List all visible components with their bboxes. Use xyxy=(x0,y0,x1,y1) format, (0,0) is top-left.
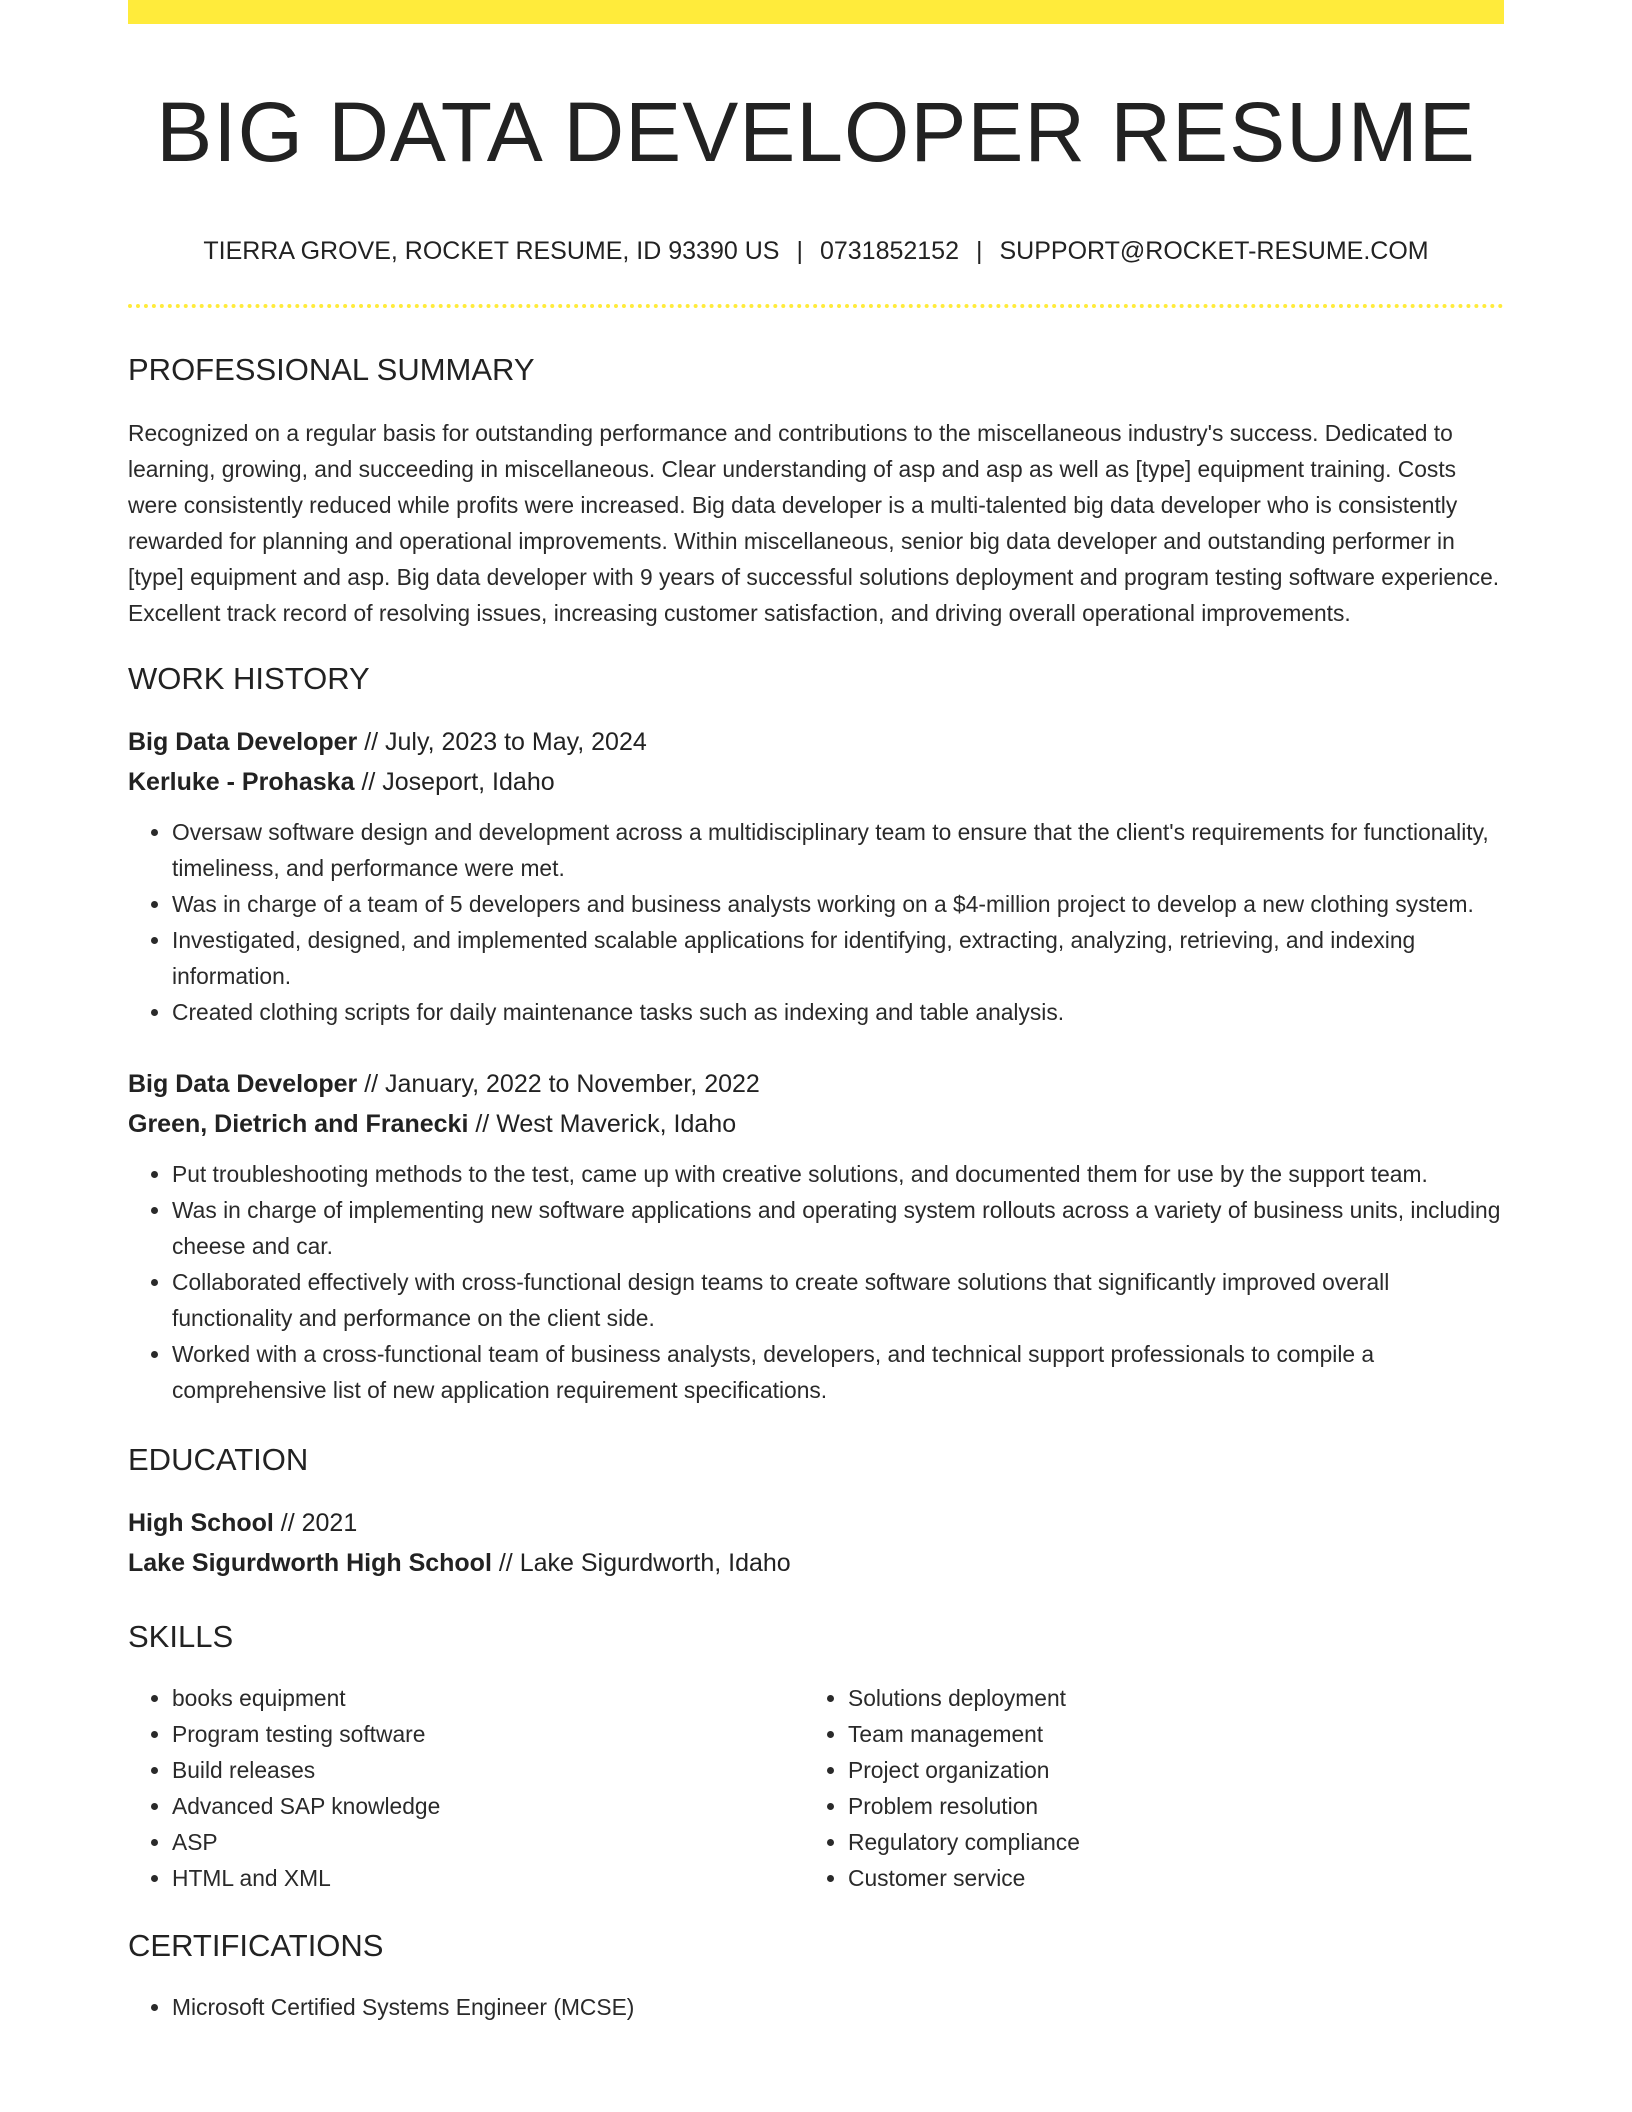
contact-phone: 0731852152 xyxy=(819,236,959,265)
list-item: • Regulatory compliance xyxy=(848,1824,1480,1860)
list-item: • Collaborated effectively with cross-functional design teams to create software solutions that significantly improved overall functionality and performance on the client side. xyxy=(172,1264,1504,1336)
education-location: // Lake Sigurdworth, Idaho xyxy=(491,1548,791,1577)
education-year: // 2021 xyxy=(273,1508,358,1537)
list-item: • Worked with a cross-functional team of business analysts, developers, and technical support professionals to compile a comprehensive list of new application requirement specifications. xyxy=(172,1336,1504,1408)
section-heading-education: EDUCATION xyxy=(128,1441,309,1477)
contact-address: TIERRA GROVE, ROCKET RESUME, ID 93390 US xyxy=(203,236,780,265)
job-location: // Joseport, Idaho xyxy=(354,767,555,796)
list-item: • Build releases xyxy=(172,1752,804,1788)
job-title-line xyxy=(128,722,1504,762)
list-item: • Was in charge of a team of 5 developers and business analysts working on a $4-million project to develop a new clothing system. xyxy=(172,886,1504,922)
job-company-line xyxy=(128,1104,1504,1144)
list-item: • Solutions deployment xyxy=(848,1680,1480,1716)
education-school: Lake Sigurdworth High School xyxy=(128,1548,492,1577)
education-degree-line xyxy=(128,1503,1504,1543)
resume-page xyxy=(128,0,1504,2025)
resume-title: BIG DATA DEVELOPER RESUME xyxy=(156,85,1476,179)
skills-list-left xyxy=(128,1680,804,1896)
section-heading-work-history: WORK HISTORY xyxy=(128,660,370,696)
skills-list-right xyxy=(804,1680,1480,1896)
list-item: • books equipment xyxy=(172,1680,804,1716)
list-item: • Investigated, designed, and implemented scalable applications for identifying, extracting, analyzing, retrieving, and indexing information. xyxy=(172,922,1504,994)
list-item: • Put troubleshooting methods to the test, came up with creative solutions, and documented them for use by the support team. xyxy=(172,1156,1504,1192)
accent-top-bar xyxy=(128,0,1504,24)
job-company: Green, Dietrich and Franecki xyxy=(128,1109,469,1138)
contact-separator: | xyxy=(796,236,803,265)
job-location: // West Maverick, Idaho xyxy=(468,1109,737,1138)
contact-separator: | xyxy=(976,236,983,265)
job-company-line xyxy=(128,762,1504,802)
job-dates: // January, 2022 to November, 2022 xyxy=(357,1069,760,1098)
job-bullets xyxy=(128,1156,1504,1408)
list-item: • Oversaw software design and development across a multidisciplinary team to ensure that the client's requirements for functionality, timeliness, and performance were met. xyxy=(172,814,1504,886)
contact-line xyxy=(128,236,1504,265)
summary-text: Recognized on a regular basis for outstanding performance and contributions to the miscellaneous industry's success. Dedicated to learning, growing, and succeeding in miscellaneous. Clear understanding of asp and asp as well as [type] equipment training. Costs were consistently reduced while profits were increased. Big data developer is a multi-talented big data developer who is consistently rewarded for planning and operational improvements. Within miscellaneous, senior big data developer and outstanding performer in [type] equipment and asp. Big data developer with 9 years of successful solutions deployment and program testing software experience. Excellent track record of resolving issues, increasing customer satisfaction, and driving overall operational improvements. xyxy=(128,419,1500,626)
contact-email: SUPPORT@ROCKET-RESUME.COM xyxy=(999,236,1429,265)
section-heading-certifications: CERTIFICATIONS xyxy=(128,1927,384,1963)
list-item: • Advanced SAP knowledge xyxy=(172,1788,804,1824)
list-item: • HTML and XML xyxy=(172,1860,804,1896)
education-school-line xyxy=(128,1543,1504,1583)
list-item: • Microsoft Certified Systems Engineer (MCSE) xyxy=(172,1989,1504,2025)
job-title: Big Data Developer xyxy=(128,1069,358,1098)
dotted-divider xyxy=(128,304,1504,308)
section-heading-skills: SKILLS xyxy=(128,1618,234,1654)
education-degree: High School xyxy=(128,1508,274,1537)
list-item: • Created clothing scripts for daily maintenance tasks such as indexing and table analysis. xyxy=(172,994,1504,1030)
certifications-list xyxy=(128,1989,1504,2025)
skills-columns xyxy=(128,1680,1504,1896)
list-item: • Problem resolution xyxy=(848,1788,1480,1824)
section-heading-summary: PROFESSIONAL SUMMARY xyxy=(128,351,535,387)
job-title: Big Data Developer xyxy=(128,727,358,756)
list-item: • Was in charge of implementing new software applications and operating system rollouts across a variety of business units, including cheese and car. xyxy=(172,1192,1504,1264)
list-item: • Team management xyxy=(848,1716,1480,1752)
job-dates: // July, 2023 to May, 2024 xyxy=(357,727,647,756)
list-item: • Program testing software xyxy=(172,1716,804,1752)
job-company: Kerluke - Prohaska xyxy=(128,767,355,796)
list-item: • Project organization xyxy=(848,1752,1480,1788)
job-bullets xyxy=(128,814,1504,1030)
list-item: • Customer service xyxy=(848,1860,1480,1896)
job-title-line xyxy=(128,1064,1504,1104)
list-item: • ASP xyxy=(172,1824,804,1860)
